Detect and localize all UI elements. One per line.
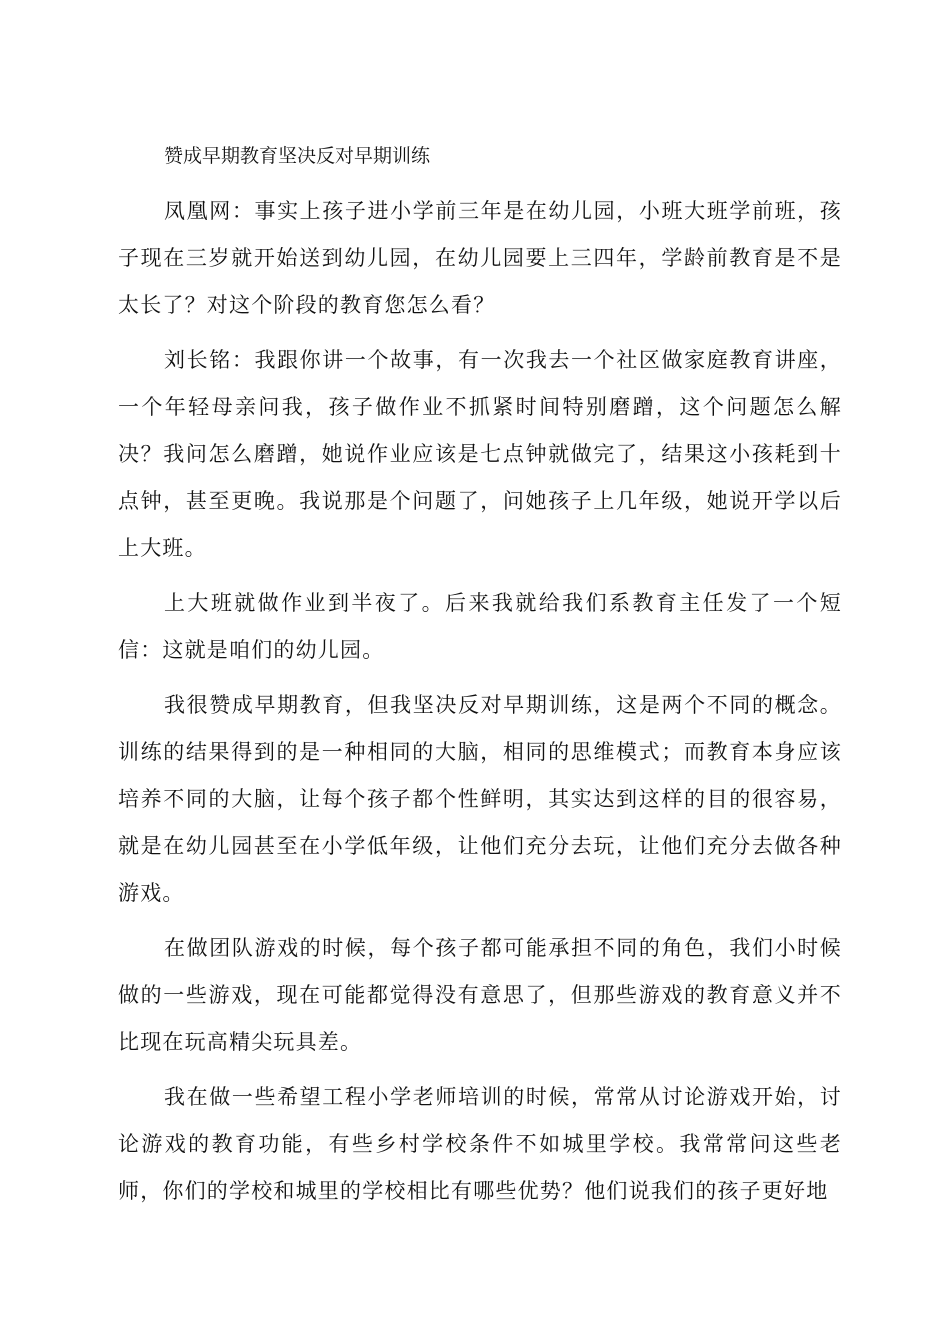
document-body (118, 138, 842, 1215)
paragraph-4: 我很赞成早期教育，但我坚决反对早期训练，这是两个不同的概念。训练的结果得到的是一种相同的大脑，相同的思维模式；而教育本身应该培养不同的大脑，让每个孩子都个性鲜明，其实达到这样的目的很容易，就是在幼儿园甚至在小学低年级，让他们充分去玩，让他们充分去做各种游戏。 (118, 693, 842, 905)
paragraph-2: 刘长铭：我跟你讲一个故事，有一次我去一个社区做家庭教育讲座，一个年轻母亲问我，孩子做作业不抓紧时间特别磨蹭，这个问题怎么解决？我问怎么磨蹭，她说作业应该是七点钟就做完了，结果这小孩耗到十点钟，甚至更晚。我说那是个问题了，问她孩子上几年级，她说开学以后上大班。 (118, 348, 842, 560)
paragraph-5: 在做团队游戏的时候，每个孩子都可能承担不同的角色，我们小时候做的一些游戏，现在可能都觉得没有意思了，但那些游戏的教育意义并不比现在玩高精尖玩具差。 (118, 936, 842, 1054)
paragraph-6: 我在做一些希望工程小学老师培训的时候，常常从讨论游戏开始，讨论游戏的教育功能，有些乡村学校条件不如城里学校。我常常问这些老师，你们的学校和城里的学校相比有哪些优势？他们说我们的孩子更好地 (118, 1085, 842, 1203)
paragraph-3: 上大班就做作业到半夜了。后来我就给我们系教育主任发了一个短信：这就是咱们的幼儿园。 (118, 591, 842, 662)
article-title: 赞成早期教育坚决反对早期训练 (164, 145, 431, 167)
paragraph-1: 凤凰网：事实上孩子进小学前三年是在幼儿园，小班大班学前班，孩子现在三岁就开始送到幼儿园，在幼儿园要上三四年，学龄前教育是不是太长了？对这个阶段的教育您怎么看？ (118, 199, 842, 317)
